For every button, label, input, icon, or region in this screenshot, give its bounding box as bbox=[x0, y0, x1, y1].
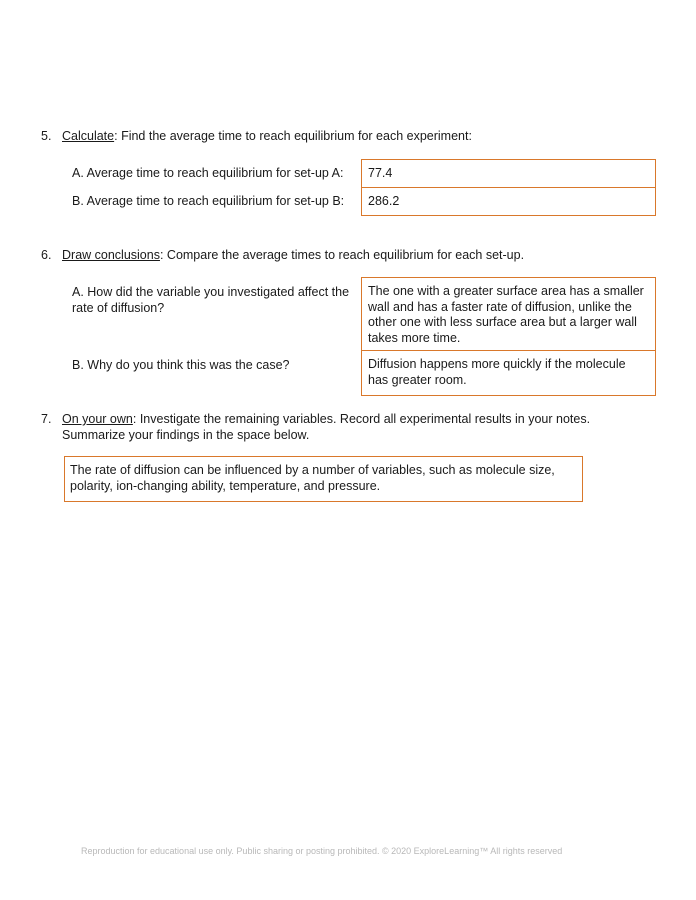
question-6-prompt: : Compare the average times to reach equilibrium for each set-up. bbox=[159, 248, 525, 262]
question-7-number: 7. bbox=[41, 412, 52, 426]
q6-a-label-line1: A. How did the variable you investigated affect the bbox=[72, 285, 350, 299]
question-6-number: 6. bbox=[41, 248, 52, 262]
question-6-text bbox=[62, 247, 524, 263]
question-5-prompt: : Find the average time to reach equilibrium for each experiment: bbox=[114, 129, 472, 143]
question-7-line2: Summarize your findings in the space below. bbox=[62, 428, 310, 442]
q5-row-b-label: B. Average time to reach equilibrium for set-up B: bbox=[72, 194, 345, 208]
question-7-prompt: : Investigate the remaining variables. Record all experimental results in your notes. bbox=[132, 412, 591, 426]
q6-b-answer[interactable]: Diffusion happens more quickly if the molecule has greater room. bbox=[361, 350, 656, 396]
question-6 bbox=[41, 247, 661, 263]
q7-answer[interactable]: The rate of diffusion can be influenced by a number of variables, such as molecule size, polarity, ion-changing ability, temperature, and pressure. bbox=[64, 456, 583, 502]
question-5 bbox=[41, 128, 661, 144]
question-5-lead: Calculate bbox=[62, 129, 115, 143]
question-7-text bbox=[62, 411, 590, 427]
q5-row-a-answer[interactable]: 77.4 bbox=[361, 159, 656, 188]
question-6-lead: Draw conclusions bbox=[62, 248, 160, 262]
q5-row-b-answer[interactable]: 286.2 bbox=[361, 187, 656, 216]
question-7-lead: On your own bbox=[62, 412, 133, 426]
q6-a-label-line2: rate of diffusion? bbox=[72, 300, 165, 315]
question-5-number: 5. bbox=[41, 129, 52, 143]
q5-row-a-label: A. Average time to reach equilibrium for set-up A: bbox=[72, 166, 344, 180]
question-5-text bbox=[62, 128, 472, 144]
footer-copyright: Reproduction for educational use only. Public sharing or posting prohibited. © 2020 ExploreLearning™ All rights reserved bbox=[81, 846, 563, 856]
q6-a-label bbox=[72, 285, 357, 316]
q6-a-answer[interactable]: The one with a greater surface area has a smaller wall and has a faster rate of diffusion, unlike the other one with less surface area but a larger wall takes more time. bbox=[361, 277, 656, 351]
question-7 bbox=[41, 411, 661, 443]
q6-b-label: B. Why do you think this was the case? bbox=[72, 358, 290, 372]
